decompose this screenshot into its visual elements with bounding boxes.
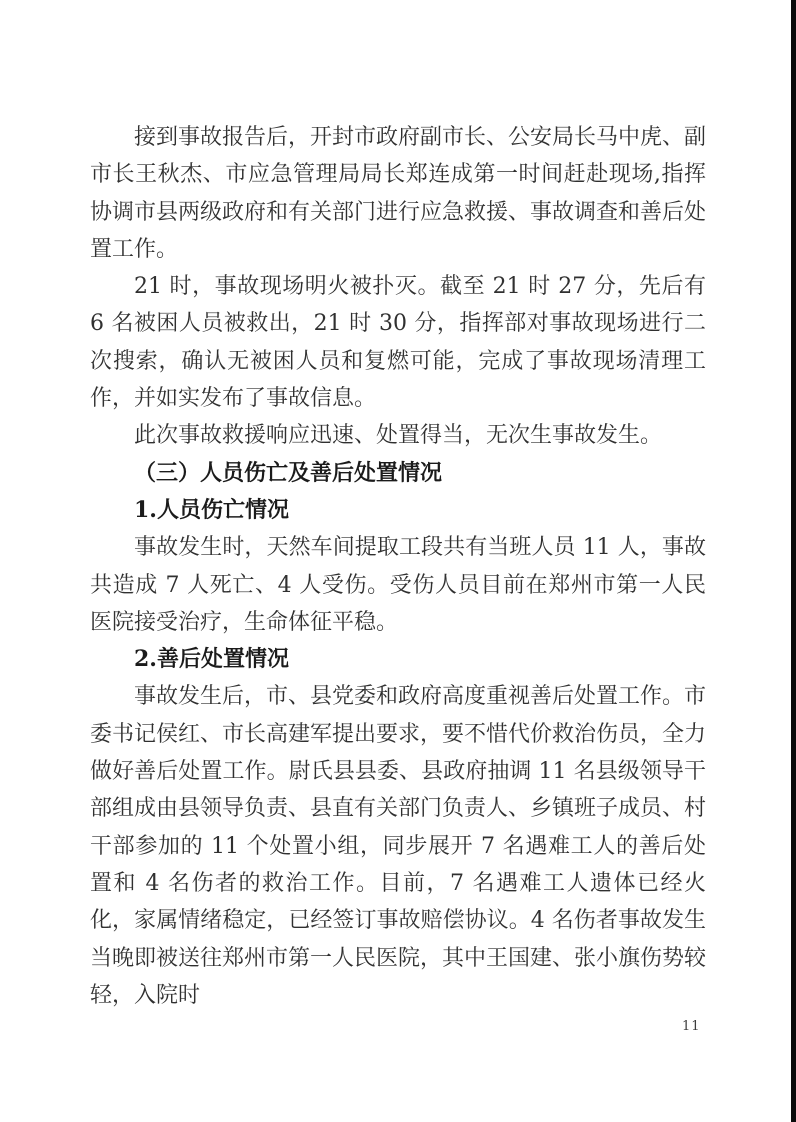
section-heading: （三）人员伤亡及善后处置情况 bbox=[134, 459, 443, 486]
document-body bbox=[90, 119, 706, 1014]
page-number: 11 bbox=[682, 1019, 701, 1034]
scan-edge-artifact bbox=[791, 0, 796, 1122]
subsection-heading: 2.善后处置情况 bbox=[134, 646, 289, 673]
subsection-heading: 1.人员伤亡情况 bbox=[134, 496, 289, 523]
paragraph: 接到事故报告后，开封市政府副市长、公安局长马中虎、副市长王秋杰、市应急管理局局长郑连成第一时间赶赴现场,指挥协调市县两级政府和有关部门进行应急救援、事故调查和善后处置工作。 bbox=[90, 125, 707, 262]
paragraph: 此次事故救援响应迅速、处置得当，无次生事故发生。 bbox=[134, 423, 663, 449]
paragraph: 事故发生时，天然车间提取工段共有当班人员 11 人，事故共造成 7 人死亡、4 人受伤。受伤人员目前在郑州市第一人民医院接受治疗，生命体征平稳。 bbox=[90, 535, 706, 635]
paragraph: 事故发生后，市、县党委和政府高度重视善后处置工作。市委书记侯红、市长高建军提出要求，要不惜代价救治伤员，全力做好善后处置工作。尉氏县县委、县政府抽调 11 名县级领导干部组成由县领导负责、县直有关部门负责人、乡镇班子成员、村干部参加的 11 个处置小组，同步展开 7 名遇难工人的善后处置和 4 名伤者的救治工作。目前，7 名遇难工人遗体已经火化，家属情绪稳定，已经签订事故赔偿协议。4 名伤者事故发生当晚即被送往郑州市第一人民医院，其中王国建、张小旗伤势较轻，入院时 bbox=[90, 684, 707, 1008]
paragraph: 21 时，事故现场明火被扑灭。截至 21 时 27 分，先后有 6 名被困人员被救出，21 时 30 分，指挥部对事故现场进行二次搜索，确认无被困人员和复燃可能，完成了事故现场清理工作，并如实发布了事故信息。 bbox=[90, 274, 706, 412]
